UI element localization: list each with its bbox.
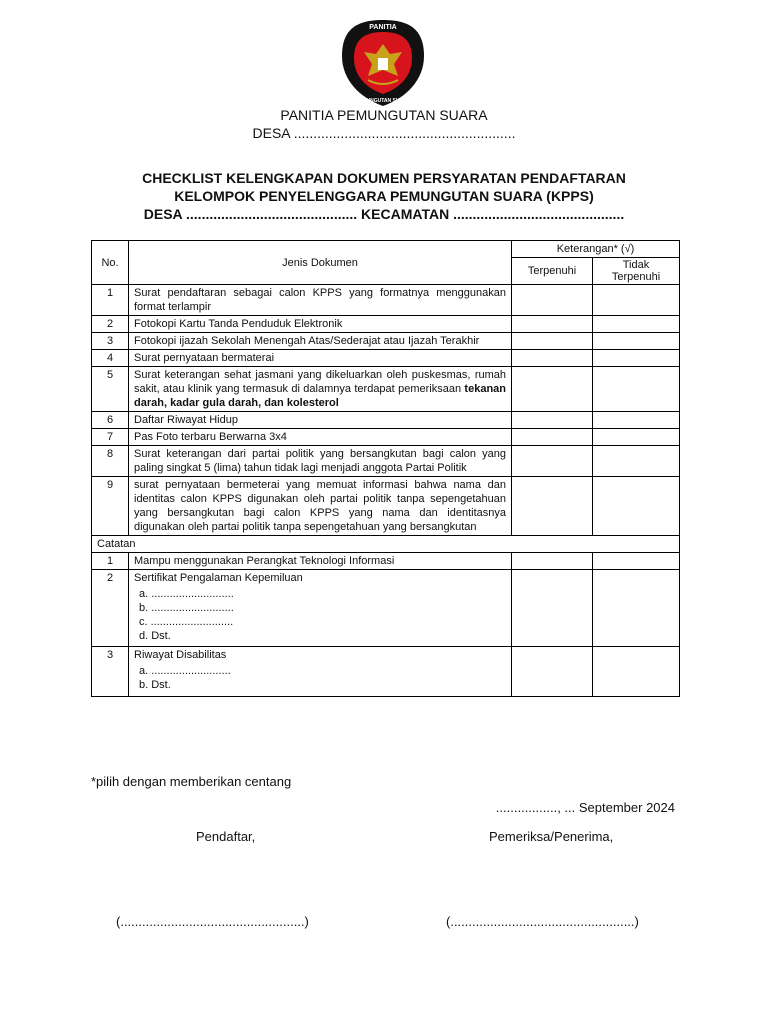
- row-document: Daftar Riwayat Hidup: [129, 412, 512, 429]
- check-tidak-terpenuhi[interactable]: [593, 477, 680, 536]
- sub-item: d. Dst.: [139, 630, 171, 642]
- row-number: 1: [92, 553, 129, 570]
- row-number: 4: [92, 350, 129, 367]
- check-terpenuhi[interactable]: [512, 553, 593, 570]
- check-terpenuhi[interactable]: [512, 429, 593, 446]
- table-row: [92, 570, 680, 647]
- table-row: [92, 553, 680, 570]
- sub-item: b. ...........................: [139, 602, 234, 614]
- check-terpenuhi[interactable]: [512, 647, 593, 697]
- check-tidak-terpenuhi[interactable]: [593, 285, 680, 316]
- row-document-title: Riwayat Disabilitas: [134, 649, 227, 661]
- check-terpenuhi[interactable]: [512, 333, 593, 350]
- village-field: DESA .........................................................: [252, 125, 516, 141]
- checklist-table: [91, 240, 680, 697]
- check-tidak-terpenuhi[interactable]: [593, 412, 680, 429]
- row-number: 3: [92, 647, 129, 697]
- check-tidak-terpenuhi[interactable]: [593, 316, 680, 333]
- row-document: Fotokopi Kartu Tanda Penduduk Elektronik: [129, 316, 512, 333]
- row-number: 5: [92, 367, 129, 412]
- table-row: [92, 429, 680, 446]
- check-tidak-terpenuhi[interactable]: [593, 429, 680, 446]
- footnote: *pilih dengan memberikan centang: [91, 774, 292, 789]
- registrant-label: Pendaftar,: [196, 829, 256, 844]
- row-document: Surat pernyataan bermaterai: [129, 350, 512, 367]
- check-terpenuhi[interactable]: [512, 316, 593, 333]
- catatan-label: Catatan: [92, 536, 680, 553]
- table-row: [92, 350, 680, 367]
- doc-title-line3: DESA ............................................ KECAMATAN ............................................: [143, 206, 625, 222]
- row-document: Surat keterangan dari partai politik yang bersangkutan bagi calon yang paling singkat 5 (lima) tahun tidak lagi menjadi anggota Partai Politik: [129, 446, 512, 477]
- check-tidak-terpenuhi[interactable]: [593, 446, 680, 477]
- row-number: 7: [92, 429, 129, 446]
- row-document: surat pernyataan bermeterai yang memuat informasi bahwa nama dan identitas calon KPPS digunakan oleh partai politik tanpa sepengetahuan yang bersangkutan bagi calon KPPS yang nama dan identitasnya digunakan oleh partai politik tanpa sepengetahuan yang bersangkutan: [129, 477, 512, 536]
- row-document: [129, 647, 512, 697]
- row-document-bold: tekanan darah, kadar gula darah, dan kolesterol: [134, 383, 506, 409]
- table-row: [92, 647, 680, 697]
- check-tidak-terpenuhi[interactable]: [593, 553, 680, 570]
- sub-item: c. ...........................: [139, 616, 234, 628]
- check-terpenuhi[interactable]: [512, 285, 593, 316]
- row-document: [129, 570, 512, 647]
- check-terpenuhi[interactable]: [512, 477, 593, 536]
- row-number: 6: [92, 412, 129, 429]
- row-number: 2: [92, 316, 129, 333]
- check-tidak-terpenuhi[interactable]: [593, 350, 680, 367]
- check-tidak-terpenuhi[interactable]: [593, 570, 680, 647]
- row-document: Surat pendaftaran sebagai calon KPPS yang formatnya menggunakan format terlampir: [129, 285, 512, 316]
- col-header-keterangan: Keterangan* (√): [512, 241, 680, 258]
- table-row: [92, 285, 680, 316]
- table-row: [92, 446, 680, 477]
- examiner-label: Pemeriksa/Penerima,: [489, 829, 614, 844]
- row-document: Pas Foto terbaru Berwarna 3x4: [129, 429, 512, 446]
- table-row: [92, 367, 680, 412]
- examiner-signature-line[interactable]: (...................................................): [446, 914, 639, 929]
- table-row: [92, 316, 680, 333]
- col-header-no: No.: [92, 241, 129, 285]
- row-document-text: Surat keterangan sehat jasmani yang dikeluarkan oleh puskesmas, rumah sakit, atau klinik yang termasuk di dalamnya terdapat pemeriksaan: [134, 369, 506, 395]
- check-tidak-terpenuhi[interactable]: [593, 647, 680, 697]
- row-document: [129, 367, 512, 412]
- sub-item: b. Dst.: [139, 679, 171, 691]
- table-row: [92, 412, 680, 429]
- catatan-row: [92, 536, 680, 553]
- row-number: 8: [92, 446, 129, 477]
- row-document: Fotokopi ijazah Sekolah Menengah Atas/Sederajat atau Ijazah Terakhir: [129, 333, 512, 350]
- row-document-title: Sertifikat Pengalaman Kepemiluan: [134, 572, 303, 584]
- check-terpenuhi[interactable]: [512, 446, 593, 477]
- row-number: 3: [92, 333, 129, 350]
- committee-name: PANITIA PEMUNGUTAN SUARA: [280, 107, 488, 123]
- check-terpenuhi[interactable]: [512, 350, 593, 367]
- kpu-logo: [338, 18, 428, 108]
- col-header-tidak-terpenuhi: Tidak Terpenuhi: [593, 258, 680, 285]
- doc-title-line2: KELOMPOK PENYELENGGARA PEMUNGUTAN SUARA (KPPS): [174, 188, 594, 204]
- sub-item: a. ...........................: [139, 588, 234, 600]
- sub-item: a. ..........................: [139, 665, 231, 677]
- col-header-doc: Jenis Dokumen: [129, 241, 512, 285]
- check-tidak-terpenuhi[interactable]: [593, 333, 680, 350]
- row-number: 1: [92, 285, 129, 316]
- check-terpenuhi[interactable]: [512, 412, 593, 429]
- check-tidak-terpenuhi[interactable]: [593, 367, 680, 412]
- table-row: [92, 333, 680, 350]
- check-terpenuhi[interactable]: [512, 570, 593, 647]
- svg-text:PANITIA: PANITIA: [369, 24, 397, 31]
- table-row: [92, 477, 680, 536]
- registrant-signature-line[interactable]: (...................................................): [116, 914, 309, 929]
- row-number: 9: [92, 477, 129, 536]
- check-terpenuhi[interactable]: [512, 367, 593, 412]
- date-line: ................., ... September 2024: [495, 800, 675, 815]
- svg-text:PEMUNGUTAN SUARA: PEMUNGUTAN SUARA: [355, 98, 411, 104]
- col-header-terpenuhi: Terpenuhi: [512, 258, 593, 285]
- row-number: 2: [92, 570, 129, 647]
- doc-title-line1: CHECKLIST KELENGKAPAN DOKUMEN PERSYARATAN PENDAFTARAN: [142, 170, 626, 186]
- row-document: Mampu menggunakan Perangkat Teknologi Informasi: [129, 553, 512, 570]
